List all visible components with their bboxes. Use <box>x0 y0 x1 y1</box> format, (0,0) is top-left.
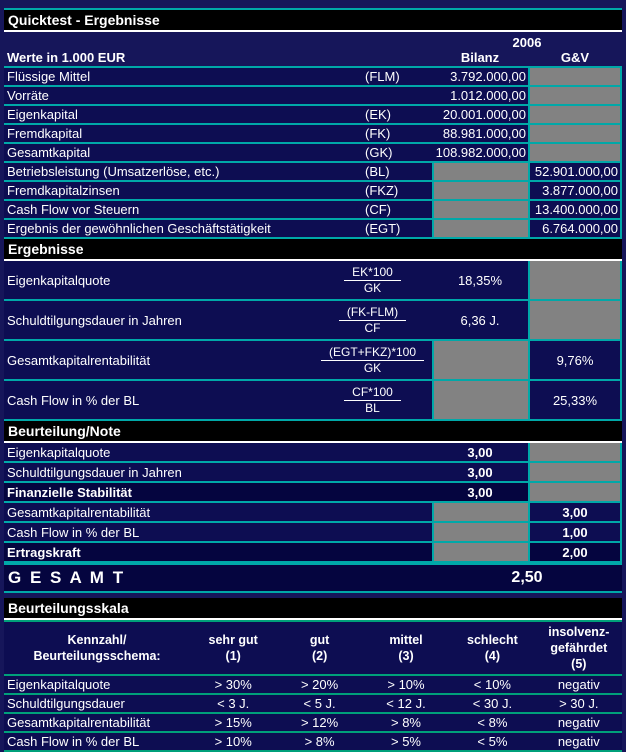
scale-col-gut: gut (2) <box>309 633 330 663</box>
quicktest-sheet <box>4 0 622 752</box>
bilanz-result-cell[interactable]: 18,35% <box>457 272 503 288</box>
scale-value: < 3 J. <box>217 696 250 711</box>
gv-blocked-cell <box>528 301 622 339</box>
gv-rating-cell[interactable]: 2,00 <box>528 543 622 561</box>
table-row <box>4 220 622 239</box>
row-label: Cash Flow in % der BL <box>7 524 140 540</box>
bilanz-blocked-cell <box>432 543 528 561</box>
row-label: Cash Flow in % der BL <box>7 734 140 749</box>
bilanz-blocked-cell <box>432 163 528 180</box>
result-row <box>4 341 622 381</box>
rating-row <box>4 483 622 503</box>
scale-value: < 5 J. <box>303 696 336 711</box>
scale-value: negativ <box>557 715 600 730</box>
page-title: Quicktest - Ergebnisse <box>8 12 160 28</box>
scale-value: > 15% <box>214 715 252 730</box>
scale-header-label: Kennzahl/ Beurteilungsschema: <box>33 633 161 663</box>
column-header-row <box>4 50 622 68</box>
gv-rating-cell[interactable]: 1,00 <box>528 523 622 541</box>
scale-value: > 5% <box>390 734 421 749</box>
bilanz-rating-cell[interactable]: 3,00 <box>467 464 493 480</box>
formula-denominator: CF <box>364 320 381 335</box>
scale-row <box>4 714 622 733</box>
scale-value: > 30% <box>214 677 252 692</box>
bilanz-blocked-cell <box>432 182 528 199</box>
row-code: (CF) <box>365 202 391 217</box>
bilanz-result-cell[interactable]: 6,36 J. <box>460 312 500 328</box>
scale-value: negativ <box>557 734 600 749</box>
bilanz-value-cell[interactable]: 3.792.000,00 <box>450 69 526 84</box>
formula-numerator: (FK-FLM) <box>339 305 406 321</box>
bilanz-blocked-cell <box>432 523 528 541</box>
scale-value: negativ <box>557 677 600 692</box>
scale-row <box>4 733 622 752</box>
row-code: (EK) <box>365 107 391 122</box>
formula-fraction <box>313 345 432 376</box>
rating-row <box>4 503 622 523</box>
bilanz-blocked-cell <box>432 381 528 419</box>
row-label: Gesamtkapitalrentabilität <box>7 715 151 730</box>
result-row <box>4 261 622 301</box>
gv-blocked-cell <box>528 463 622 481</box>
scale-col-sehr-gut: sehr gut (1) <box>208 633 258 663</box>
row-label: Ergebnis der gewöhnlichen Geschäftstätigkeit <box>7 221 271 236</box>
table-row <box>4 144 622 163</box>
table-row <box>4 201 622 220</box>
gv-value-cell[interactable]: 3.877.000,00 <box>528 182 622 199</box>
gv-rating-cell[interactable]: 3,00 <box>528 503 622 521</box>
row-label: Betriebsleistung (Umsatzerlöse, etc.) <box>7 164 220 179</box>
bilanz-rating-cell[interactable]: 3,00 <box>467 444 493 460</box>
rating-row <box>4 523 622 543</box>
row-label: Gesamtkapitalrentabilität <box>7 352 151 368</box>
formula-denominator: GK <box>363 360 382 375</box>
gv-blocked-cell <box>528 144 622 161</box>
formula-numerator: EK*100 <box>344 265 401 281</box>
row-label: Eigenkapital <box>7 107 78 122</box>
scale-value: > 10% <box>214 734 252 749</box>
formula-fraction <box>313 305 432 336</box>
gv-result-cell[interactable]: 25,33% <box>528 381 622 419</box>
total-value[interactable]: 2,50 <box>511 569 543 586</box>
bilanz-blocked-cell <box>432 341 528 379</box>
row-label: Eigenkapitalquote <box>7 677 111 692</box>
gv-blocked-cell <box>528 68 622 85</box>
scale-col-mittel: mittel (3) <box>389 633 423 663</box>
scale-value: < 10% <box>473 677 511 692</box>
row-label: Schuldtilgungsdauer in Jahren <box>7 312 182 328</box>
row-label: Cash Flow vor Steuern <box>7 202 140 217</box>
scale-value: > 8% <box>390 715 421 730</box>
gv-blocked-cell <box>528 87 622 104</box>
scale-value: > 8% <box>304 734 335 749</box>
row-label: Flüssige Mittel <box>7 69 91 84</box>
rating-section-title: Beurteilung/Note <box>8 423 121 439</box>
scale-value: < 5% <box>477 734 508 749</box>
bilanz-blocked-cell <box>432 220 528 237</box>
total-label: G E S A M T <box>8 568 126 587</box>
table-row <box>4 125 622 144</box>
bilanz-value-cell[interactable]: 1.012.000,00 <box>450 88 526 103</box>
results-section-title: Ergebnisse <box>8 241 84 257</box>
formula-fraction <box>313 265 432 296</box>
rating-row <box>4 543 622 563</box>
scale-col-schlecht: schlecht (4) <box>467 633 518 663</box>
row-label: Schuldtilgungsdauer <box>7 696 125 711</box>
scale-value: > 10% <box>387 677 425 692</box>
row-label: Cash Flow in % der BL <box>7 392 140 408</box>
row-label: Schuldtilgungsdauer in Jahren <box>7 464 182 480</box>
year-header-row <box>4 34 622 50</box>
gv-value-cell[interactable]: 52.901.000,00 <box>528 163 622 180</box>
bilanz-value-cell[interactable]: 20.001.000,00 <box>442 107 526 122</box>
row-label: Fremdkapital <box>7 126 83 141</box>
row-label: Vorräte <box>7 88 49 103</box>
scale-header-row <box>4 620 622 676</box>
formula-denominator: GK <box>363 280 382 295</box>
gv-blocked-cell <box>528 443 622 461</box>
bilanz-blocked-cell <box>432 201 528 218</box>
rating-section-bar <box>4 421 622 443</box>
column-header-bilanz: Bilanz <box>460 50 500 65</box>
row-label: Eigenkapitalquote <box>7 272 111 288</box>
sheet-title-bar <box>4 8 622 32</box>
scale-section-title: Beurteilungsskala <box>8 600 129 616</box>
formula-numerator: CF*100 <box>344 385 401 401</box>
scale-value: > 30 J. <box>559 696 599 711</box>
scale-row <box>4 676 622 695</box>
row-code: (FKZ) <box>365 183 399 198</box>
table-row <box>4 68 622 87</box>
unit-label: Werte in 1.000 EUR <box>7 50 126 65</box>
row-code: (BL) <box>365 164 390 179</box>
row-code: (FK) <box>365 126 391 141</box>
result-row <box>4 301 622 341</box>
rating-row <box>4 443 622 463</box>
result-row <box>4 381 622 421</box>
gv-result-cell[interactable]: 9,76% <box>528 341 622 379</box>
table-row <box>4 106 622 125</box>
bilanz-value-cell[interactable]: 88.981.000,00 <box>442 126 526 141</box>
results-section-bar <box>4 239 622 261</box>
table-row <box>4 163 622 182</box>
row-label: Gesamtkapitalrentabilität <box>7 504 151 520</box>
year-label: 2006 <box>512 34 542 50</box>
bilanz-rating-cell[interactable]: 3,00 <box>467 484 493 500</box>
row-label: Gesamtkapital <box>7 145 91 160</box>
rating-row <box>4 463 622 483</box>
scale-value: < 12 J. <box>386 696 426 711</box>
column-header-gv: G&V <box>560 50 590 65</box>
scale-value: < 30 J. <box>472 696 513 711</box>
gv-blocked-cell <box>528 483 622 501</box>
formula-denominator: BL <box>365 400 380 415</box>
scale-row <box>4 695 622 714</box>
table-row <box>4 87 622 106</box>
table-row <box>4 182 622 201</box>
row-code: (GK) <box>365 145 393 160</box>
gv-value-cell[interactable]: 6.764.000,00 <box>528 220 622 237</box>
scale-value: > 20% <box>300 677 339 692</box>
row-label: Finanzielle Stabilität <box>7 484 132 500</box>
row-label: Eigenkapitalquote <box>7 444 111 460</box>
row-label: Fremdkapitalzinsen <box>7 183 120 198</box>
scale-section-bar <box>4 598 622 620</box>
gv-blocked-cell <box>528 125 622 142</box>
scale-value: < 8% <box>477 715 508 730</box>
row-code: (EGT) <box>365 221 401 236</box>
gv-blocked-cell <box>528 106 622 123</box>
formula-numerator: (EGT+FKZ)*100 <box>321 345 424 361</box>
gv-blocked-cell <box>528 261 622 299</box>
total-row <box>4 563 622 593</box>
formula-fraction <box>313 385 432 416</box>
bilanz-value-cell[interactable]: 108.982.000,00 <box>435 145 526 160</box>
row-label: Ertragskraft <box>7 544 81 560</box>
scale-col-insolvenz: insolvenz- gefährdet (5) <box>548 625 610 671</box>
scale-value: > 12% <box>300 715 339 730</box>
row-code: (FLM) <box>365 69 400 84</box>
gv-value-cell[interactable]: 13.400.000,00 <box>528 201 622 218</box>
bilanz-blocked-cell <box>432 503 528 521</box>
